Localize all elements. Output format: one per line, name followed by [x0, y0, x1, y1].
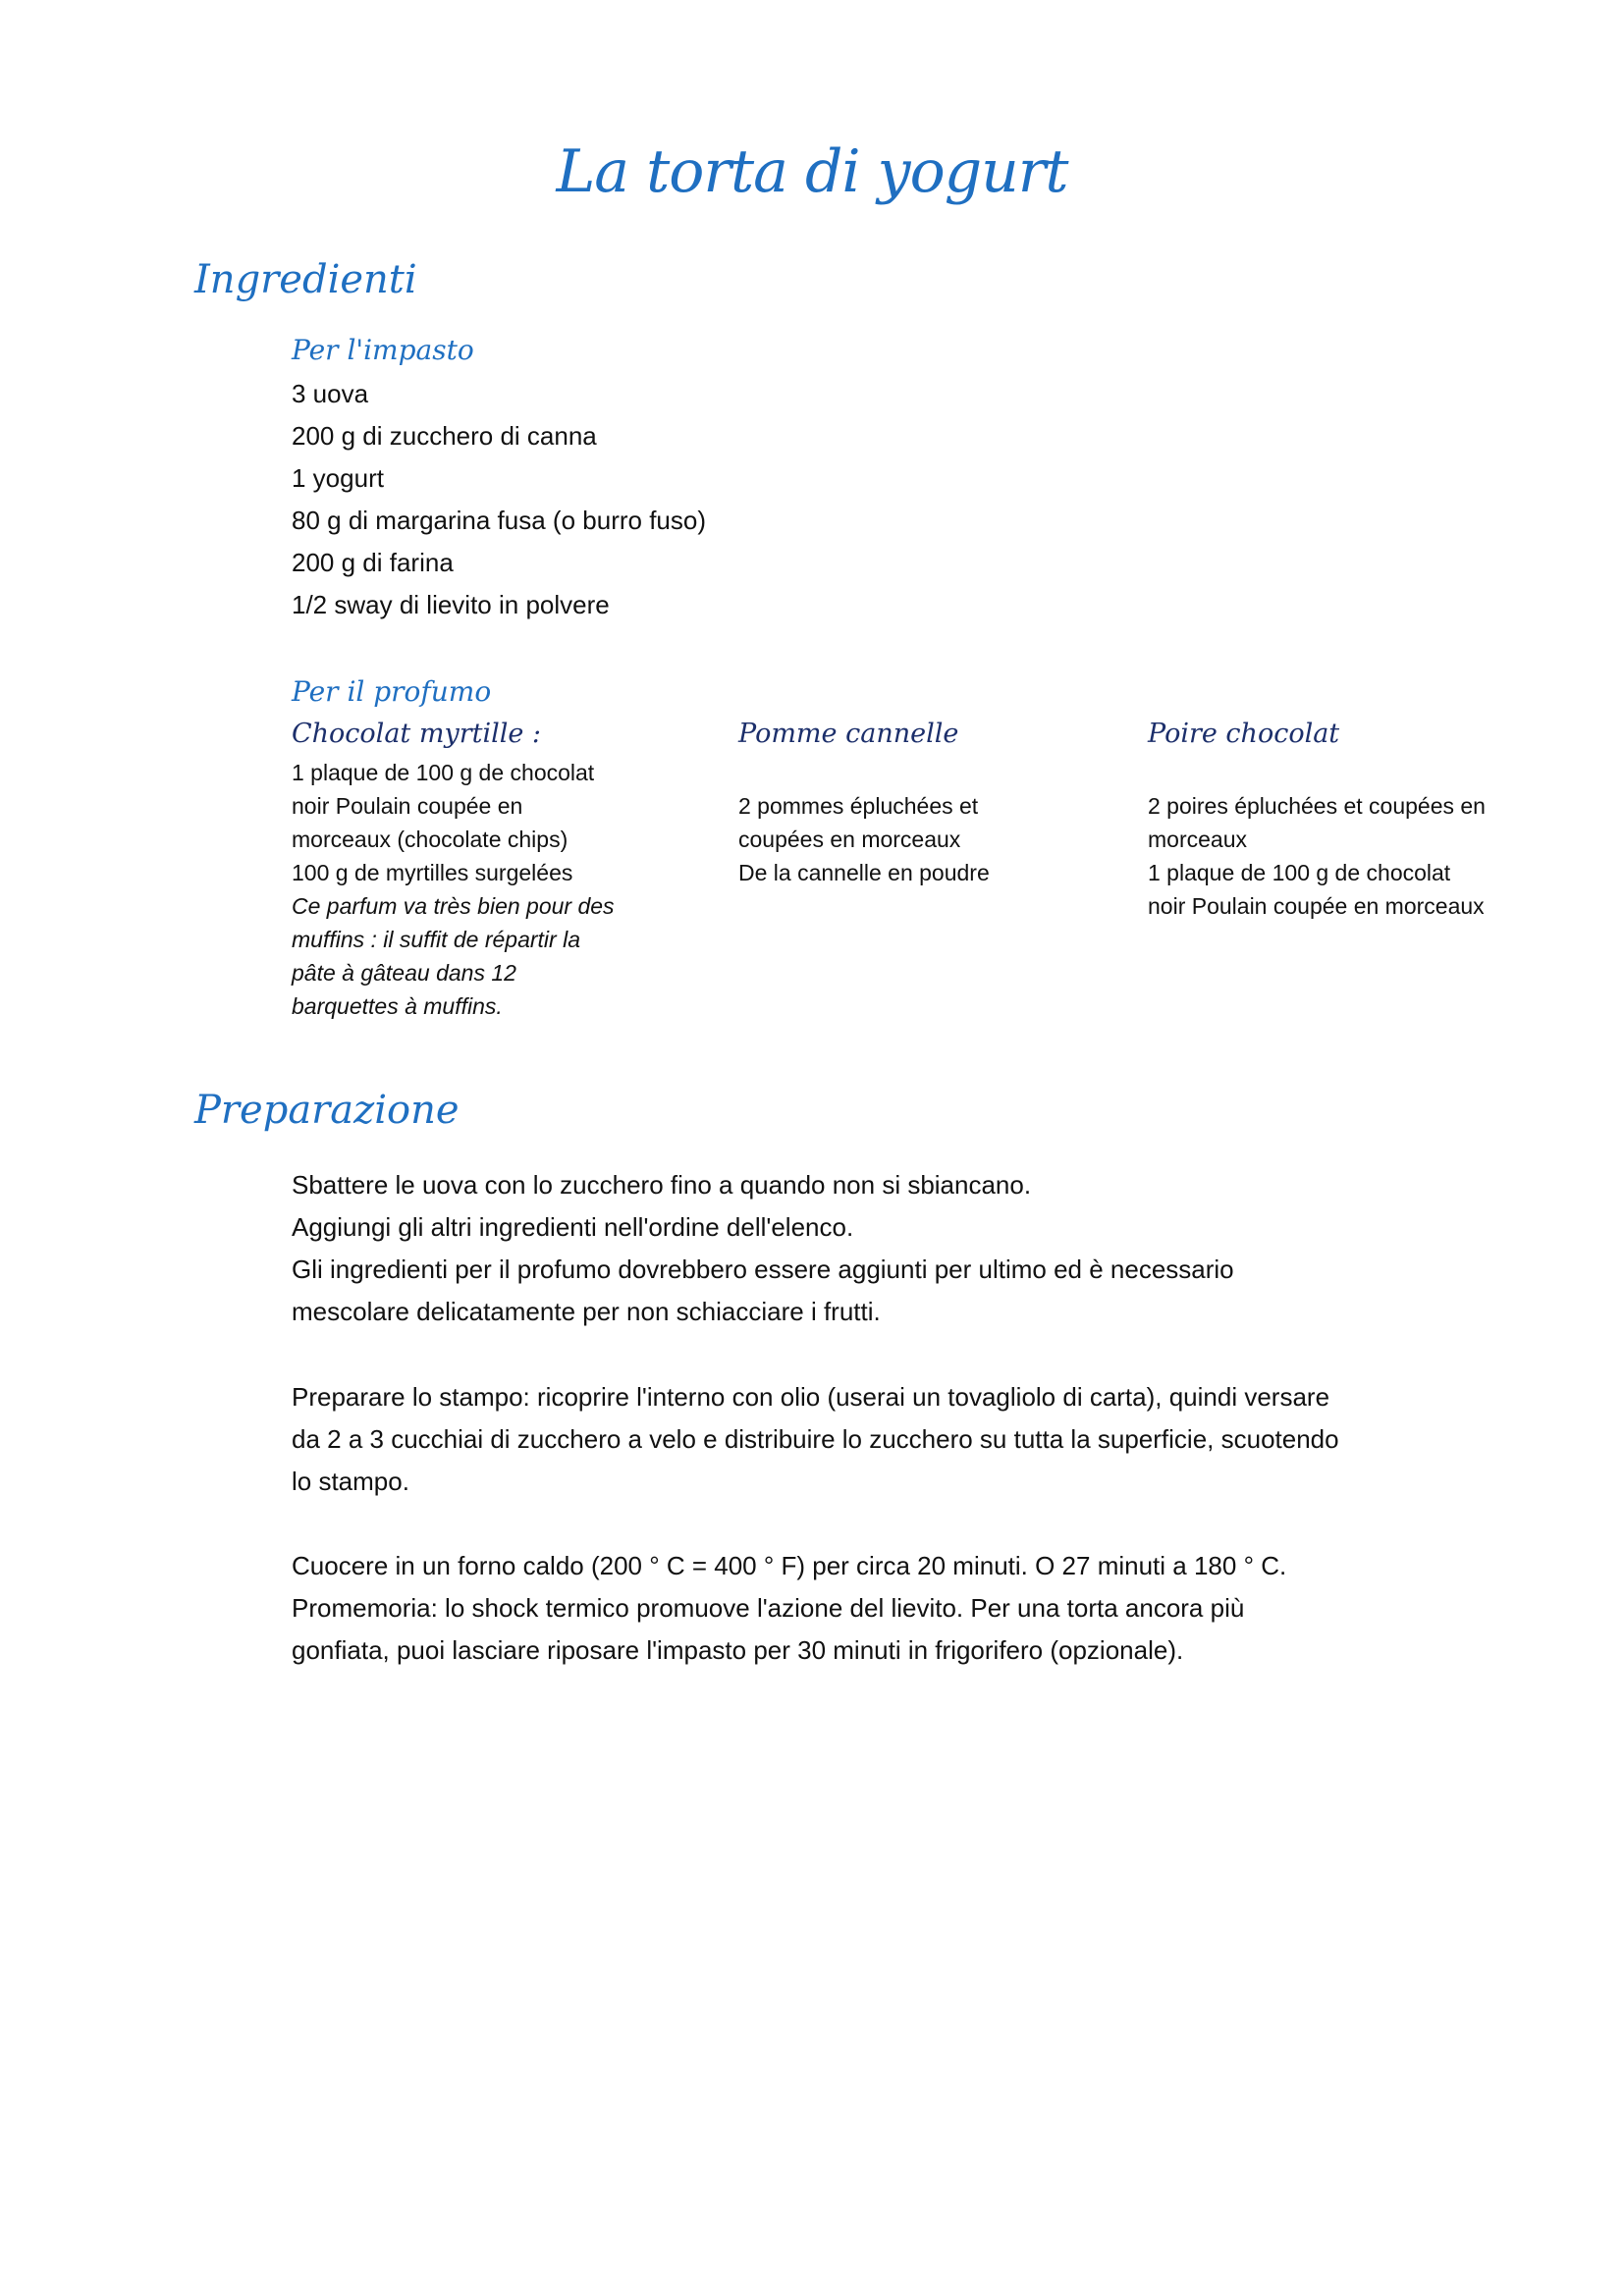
- paragraph-line: gonfiata, puoi lasciare riposare l'impasto per 30 minuti in frigorifero (opzionale).: [292, 1635, 1184, 1665]
- variant-line: De la cannelle en poudre: [738, 860, 990, 885]
- variant-line: morceaux (chocolate chips): [292, 827, 568, 852]
- variant-line: 100 g de myrtilles surgelées: [292, 860, 573, 885]
- variant-line: noir Poulain coupée en morceaux: [1148, 893, 1485, 919]
- paragraph-line: da 2 a 3 cucchiai di zucchero a velo e distribuire lo zucchero su tutta la superficie, scuotendo: [292, 1424, 1339, 1454]
- variant-line: 1 plaque de 100 g de chocolat: [1148, 860, 1451, 885]
- dough-subheading: Per l'impasto: [292, 334, 474, 366]
- preparation-paragraph: [292, 1164, 1470, 1333]
- flavour-variant-chocolat-myrtille: [292, 715, 684, 1023]
- list-item: 200 g di farina: [292, 548, 454, 577]
- preparation-paragraph: [292, 1545, 1470, 1672]
- variant-body: [738, 789, 1131, 889]
- variant-line: noir Poulain coupée en: [292, 793, 523, 819]
- page-title: La torta di yogurt: [556, 137, 1068, 206]
- list-item: 3 uova: [292, 379, 369, 408]
- variant-title: Poire chocolat: [1148, 719, 1340, 749]
- variant-line: coupées en morceaux: [738, 827, 961, 852]
- paragraph-line: Gli ingredienti per il profumo dovrebbero essere aggiunti per ultimo ed è necessario: [292, 1255, 1234, 1284]
- flavour-variant-pomme-cannelle: [738, 715, 1131, 889]
- list-item: 80 g di margarina fusa (o burro fuso): [292, 506, 706, 535]
- variant-line: 2 poires épluchées et coupées en: [1148, 793, 1486, 819]
- variant-note-line: Ce parfum va très bien pour des: [292, 893, 615, 919]
- preparation-paragraph: [292, 1376, 1470, 1503]
- ingredients-heading: Ingredienti: [194, 257, 417, 302]
- paragraph-line: Aggiungi gli altri ingredienti nell'ordine dell'elenco.: [292, 1212, 854, 1242]
- variant-note-line: barquettes à muffins.: [292, 993, 503, 1019]
- variant-line: morceaux: [1148, 827, 1247, 852]
- variant-line: 2 pommes épluchées et: [738, 793, 979, 819]
- paragraph-line: lo stampo.: [292, 1467, 409, 1496]
- variant-line: 1 plaque de 100 g de chocolat: [292, 760, 595, 785]
- flavour-subheading: Per il profumo: [292, 675, 492, 708]
- list-item: 1 yogurt: [292, 463, 384, 493]
- list-item: 200 g di zucchero di canna: [292, 421, 597, 451]
- paragraph-line: Preparare lo stampo: ricoprire l'interno con olio (userai un tovagliolo di carta), quindi versare: [292, 1382, 1330, 1412]
- dough-ingredient-list: [292, 373, 706, 626]
- paragraph-line: mescolare delicatamente per non schiacciare i frutti.: [292, 1297, 881, 1326]
- variant-body: [292, 756, 684, 1023]
- variant-title: Pomme cannelle: [738, 719, 959, 749]
- preparation-heading: Preparazione: [194, 1088, 460, 1133]
- paragraph-line: Cuocere in un forno caldo (200 ° C = 400 ° F) per circa 20 minuti. O 27 minuti a 180 ° C.: [292, 1551, 1287, 1580]
- paragraph-line: Sbattere le uova con lo zucchero fino a quando non si sbiancano.: [292, 1170, 1032, 1200]
- variant-body: [1148, 789, 1560, 923]
- list-item: 1/2 sway di lievito in polvere: [292, 590, 610, 619]
- paragraph-line: Promemoria: lo shock termico promuove l'azione del lievito. Per una torta ancora più: [292, 1593, 1245, 1623]
- flavour-variant-poire-chocolat: [1148, 715, 1560, 923]
- variant-title: Chocolat myrtille :: [292, 719, 542, 749]
- variant-note-line: muffins : il suffit de répartir la: [292, 927, 580, 952]
- variant-note-line: pâte à gâteau dans 12: [292, 960, 516, 986]
